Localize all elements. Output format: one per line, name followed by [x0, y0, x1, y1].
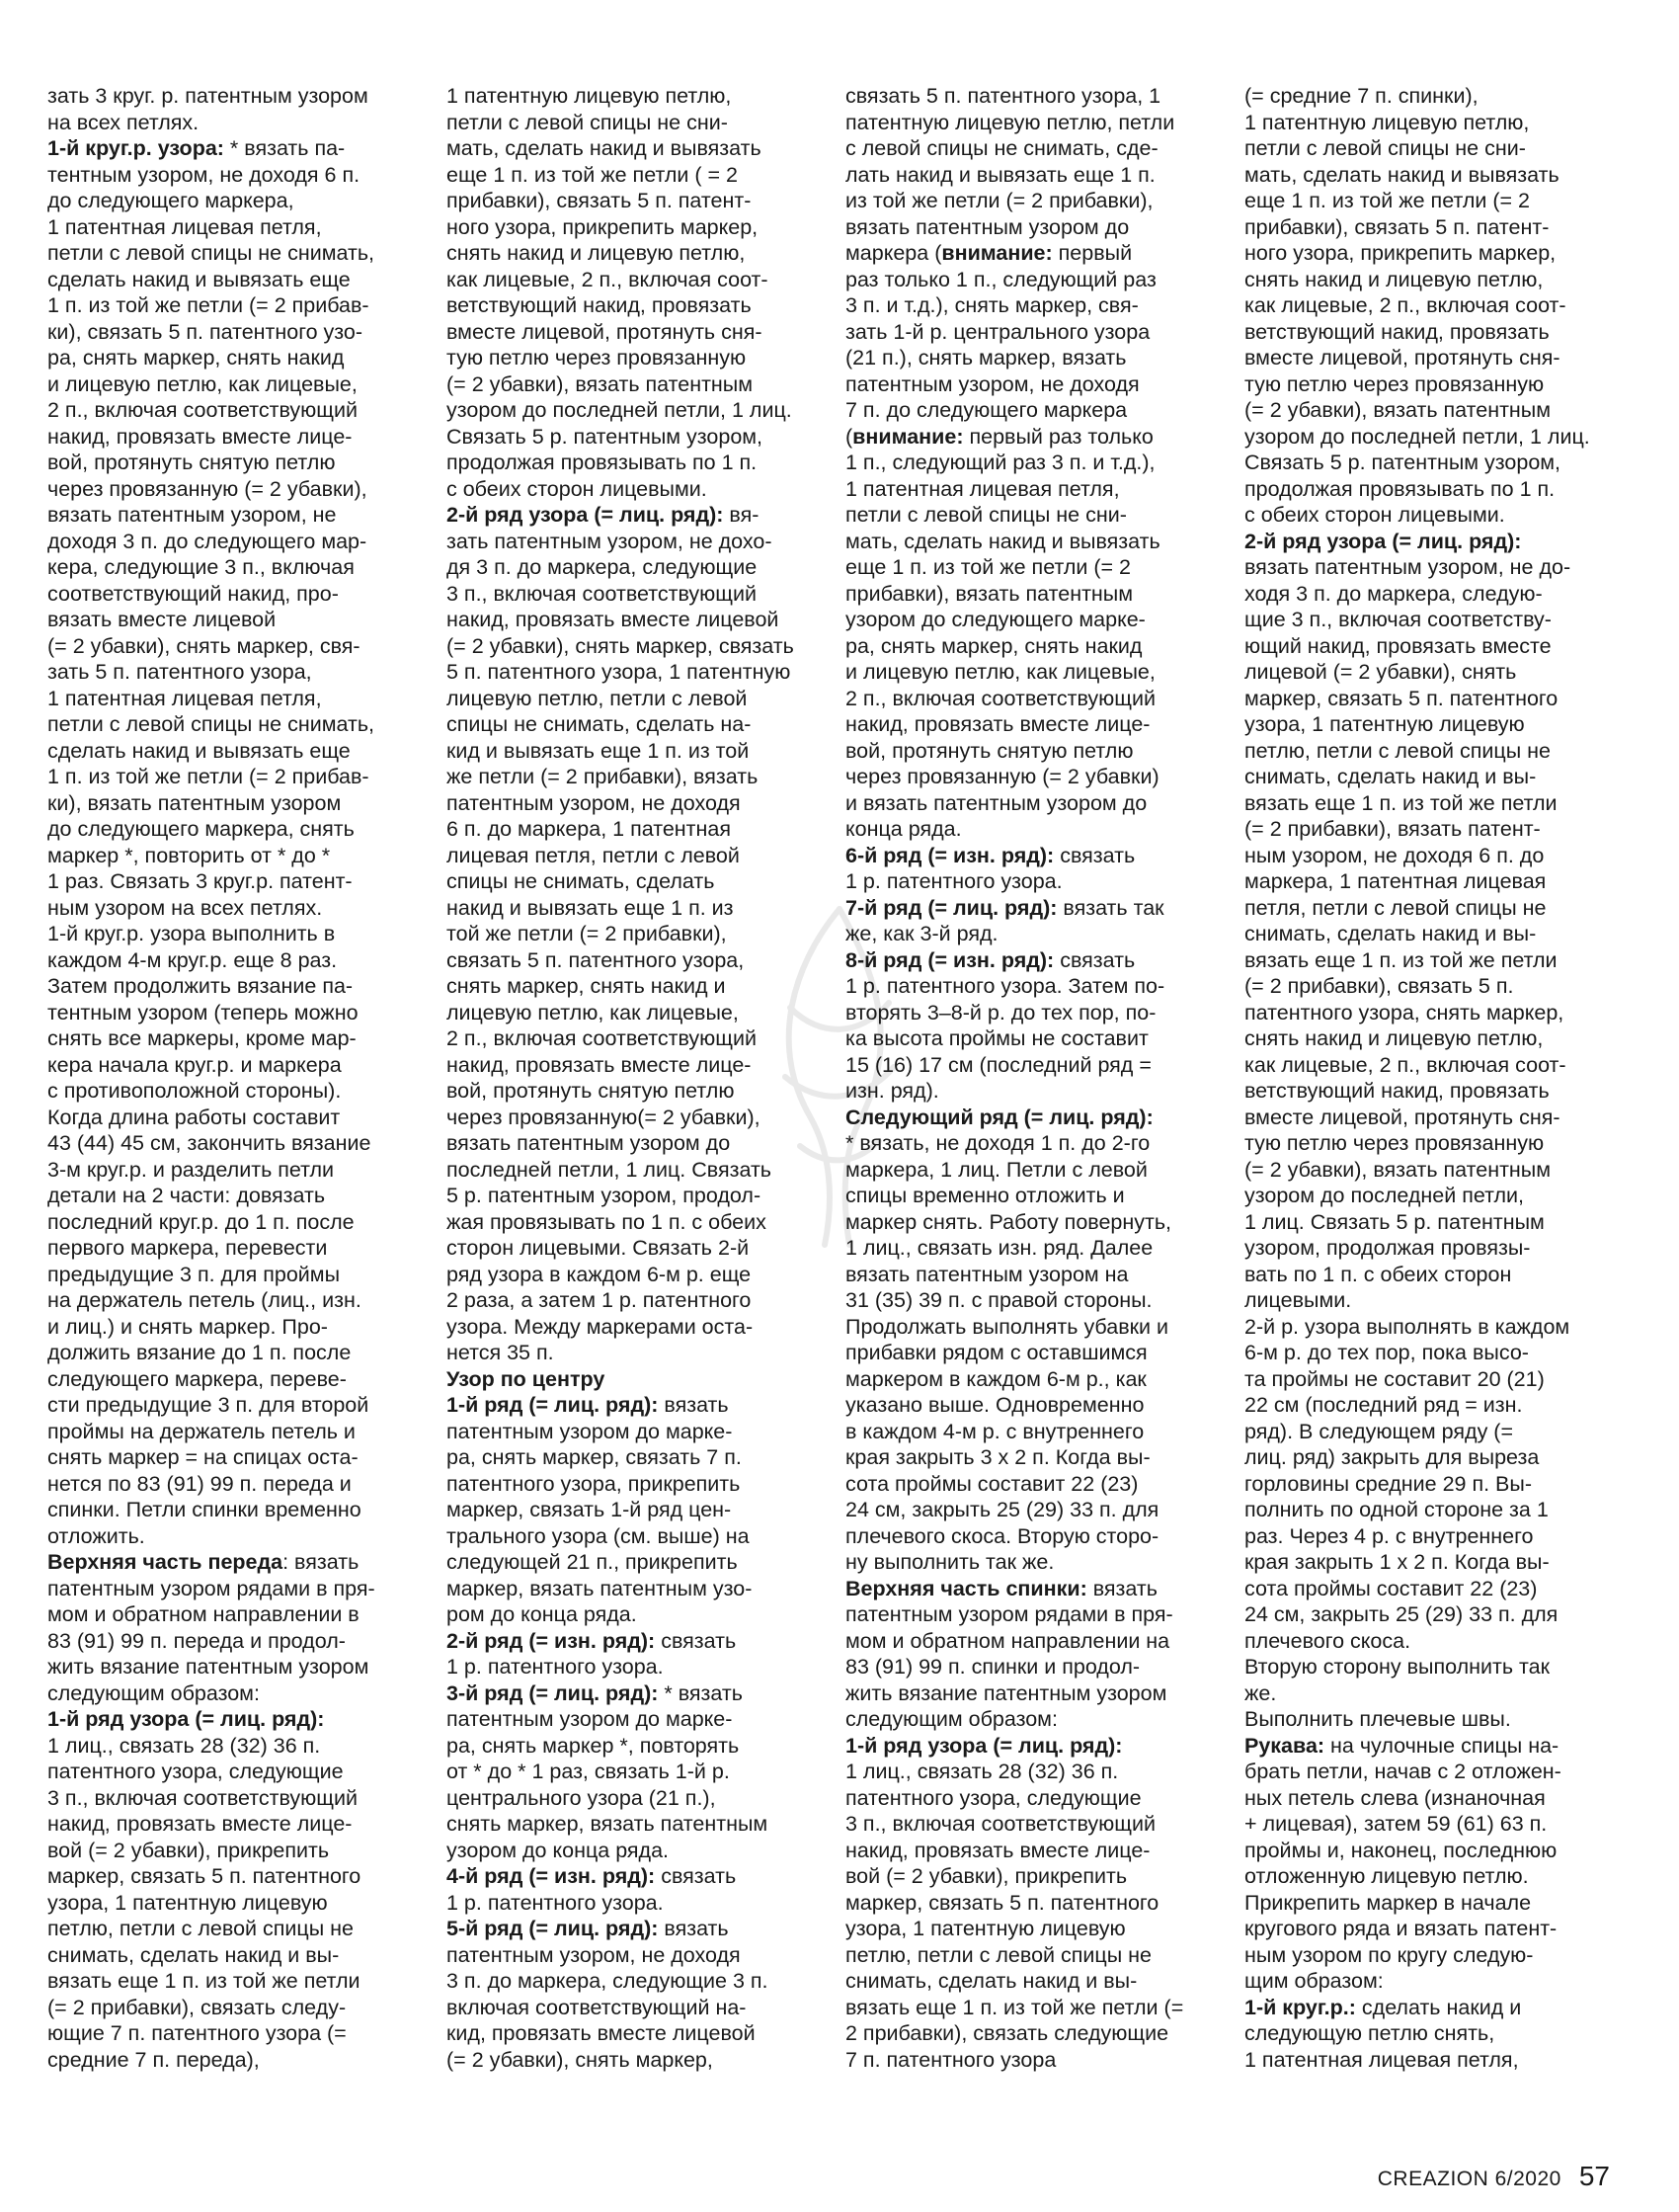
- paragraph: [47, 135, 433, 1549]
- paragraph: [446, 83, 832, 502]
- section-heading: 5-й ряд (= лиц. ряд):: [446, 1917, 659, 1940]
- section-heading: Верхняя часть спинки:: [845, 1576, 1087, 1600]
- section-heading: Следующий ряд (= лиц. ряд):: [845, 1105, 1154, 1129]
- paragraph: [446, 1392, 832, 1628]
- paragraph: [845, 843, 1231, 895]
- paragraph-text: 1 патентную лицевую петлю, петли с левой спицы не сни- мать, сделать накид и вывязать еще 1 п. из той же петли ( = 2 прибавки), связать 5 п. патент- ного узора, прикрепить маркер, снять накид и лицевую петлю, как лицевые, 2 п., включая соот- ветствующий накид, провязать вместе лицевой, протянуть сня- тую петлю через провязанную (= 2 убавки), вязать патентным узором до последней петли, 1 лиц. Связать 5 р. патентным узором, продолжая провязывать по 1 п. с обеих сторон лицевыми.: [446, 84, 792, 501]
- paragraph-text: вязать патентным узором рядами в пря- мом и обратном направлении на 83 (91) 99 п. спинки и продол- жить вязание патентным узором следующим образом:: [845, 1576, 1173, 1731]
- text-column-1: [47, 83, 433, 2073]
- paragraph-text: первый раз только 1 п., следующий раз 3 п. и т.д.), 1 патентная лицевая петля, петли с левой спицы не сни- мать, сделать накид и вывязать еще 1 п. из той же петли (= 2 прибавки), вязать патентным узором до следующего марке- ра, снять маркер, снять накид и лицевую петлю, как лицевые, 2 п., включая соответствующий накид, провязать вместе лице- вой, протянуть снятую петлю через провязанную (= 2 убавки) и вязать патентным узором до конца ряда.: [845, 424, 1160, 841]
- paragraph-text: зать 3 круг. р. патентным узором на всех петлях.: [47, 84, 368, 134]
- paragraph: [845, 1576, 1231, 1733]
- section-heading: 6-й ряд (= изн. ряд):: [845, 843, 1055, 867]
- paragraph-text: вязать так же, как 3-й ряд.: [845, 895, 1164, 945]
- section-heading: 1-й ряд узора (= лиц. ряд):: [47, 1707, 325, 1731]
- paragraph-text: связать 5 п. патентного узора, 1 патентную лицевую петлю, петли с левой спицы не снимать, сде- лать накид и вывязать еще 1 п. из той же петли (= 2 прибавки), вязать патентным узором до маркера (: [845, 84, 1175, 265]
- section-heading: 1-й круг.р.:: [1244, 1995, 1356, 2019]
- paragraph: [845, 1733, 1231, 2074]
- paragraph-text: вязать патентным узором, не до- ходя 3 п. до маркера, следую- щие 3 п., включая соответству- ющий накид, провязать вместе лицевой (= 2 убавки), снять маркер, связать 5 п. патентного узора, 1 патентную лицевую петлю, петли с левой спицы не снимать, сделать накид и вы- вязать еще 1 п. из той же петли (= 2 прибавки), вязать патент- ным узором, не доходя 6 п. до маркера, 1 патентная лицевая петля, петли с левой спицы не снимать, сделать накид и вы- вязать еще 1 п. из той же петли (= 2 прибавки), связать 5 п. патентного узора, снять маркер, снять накид и лицевую петлю, как лицевые, 2 п., включая соот- ветствующий накид, провязать вместе лицевой, протянуть сня- тую петлю через провязанную (= 2 убавки), вязать патентным узором до последней петли, 1 лиц. Связать 5 р. патентным узором, продолжая провязы- вать по 1 п. с обеих сторон лицевыми. 2-й р. узора выполнять в каждом 6-м р. до тех пор, пока высо- та проймы не составит 20 (21) 22 см (последний ряд = изн. ряд). В следующем ряду (= лиц. ряд) закрыть для выреза горловины средние 29 п. Вы- полнить по одной стороне за 1 раз. Через 4 р. с внутреннего края закрыть 1 х 2 п. Когда вы- сота проймы составит 22 (23) 24 см, закрыть 25 (29) 33 п. для плечевого скоса. Вторую сторону выполнить так же. Выполнить плечевые швы.: [1244, 555, 1571, 1731]
- section-heading: 3-й ряд (= лиц. ряд):: [446, 1680, 659, 1705]
- paragraph-text: вя- зать патентным узором, не дохо- дя 3 п. до маркера, следующие 3 п., включая соответствующий накид, провязать вместе лицевой (= 2 убавки), снять маркер, связать 5 п. патентного узора, 1 патентную лицевую петлю, петли с левой спицы не снимать, сделать на- кид и вывязать еще 1 п. из той же петли (= 2 прибавки), вязать патентным узором, не доходя 6 п. до маркера, 1 патентная лицевая петля, петли с левой спицы не снимать, сделать накид и вывязать еще 1 п. из той же петли (= 2 прибавки), связать 5 п. патентного узора, снять маркер, снять накид и лицевую петлю, как лицевые, 2 п., включая соответствующий накид, провязать вместе лице- вой, протянуть снятую петлю через провязанную(= 2 убавки), вязать патентным узором до последней петли, 1 лиц. Связать 5 р. патентным узором, продол- жая провязывать по 1 п. с обеих сторон лицевыми. Связать 2-й ряд узора в каждом 6-м р. еще 2 раза, а затем 1 р. патентного узора. Между маркерами оста- нется 35 п.: [446, 503, 794, 1364]
- section-heading: 1-й круг.р. узора:: [47, 136, 224, 160]
- paragraph: [47, 1706, 433, 2073]
- page-number: 57: [1578, 2161, 1610, 2191]
- paragraph-text: 1 лиц., связать 28 (32) 36 п. патентного узора, следующие 3 п., включая соответствующий накид, провязать вместе лице- вой (= 2 убавки), прикрепить маркер, связать 5 п. патентного узора, 1 патентную лицевую петлю, петли с левой спицы не снимать, сделать накид и вы- вязать еще 1 п. из той же петли (= 2 прибавки), связать следу- ющие 7 п. патентного узора (= средние 7 п. переда),: [47, 1733, 361, 2072]
- text-column-2: [446, 83, 832, 2073]
- section-heading: 8-й ряд (= изн. ряд):: [845, 947, 1055, 972]
- paragraph: [1244, 529, 1630, 1733]
- paragraph-text: сделать накид и следующую петлю снять, 1 патентная лицевая петля,: [1244, 1995, 1522, 2072]
- paragraph: [845, 895, 1231, 947]
- paragraph: [47, 1549, 433, 1706]
- paragraph: [845, 947, 1231, 1105]
- paragraph: [446, 1680, 832, 1864]
- section-heading: 1-й ряд (= лиц. ряд):: [446, 1393, 659, 1417]
- paragraph: [446, 1916, 832, 2073]
- section-heading: 7-й ряд (= лиц. ряд):: [845, 895, 1058, 920]
- section-heading: 2-й ряд узора (= лиц. ряд):: [446, 503, 724, 527]
- paragraph-text: вязать патентным узором до марке- ра, снять маркер, связать 7 п. патентного узора, прикрепить маркер, связать 1-й ряд цен- трального узора (см. выше) на следующей 21 п., прикрепить маркер, вязать патентным узо- ром до конца ряда.: [446, 1393, 753, 1626]
- section-heading: Рукава:: [1244, 1733, 1325, 1758]
- paragraph: [845, 83, 1231, 843]
- paragraph-text: на чулочные спицы на- брать петли, начав с 2 отложен- ных петель слева (изнаночная + лицевая), затем 59 (61) 63 п. проймы и, наконец, последнюю отложенную лицевую петлю. Прикрепить маркер в начале кругового ряда и вязать патент- ным узором по кругу следую- щим образом:: [1244, 1733, 1561, 1993]
- paragraph-text: : вязать патентным узором рядами в пря- мом и обратном направлении в 83 (91) 99 п. переда и продол- жить вязание патентным узором следующим образом:: [47, 1550, 375, 1705]
- section-heading: 2-й ряд (= изн. ряд):: [446, 1628, 656, 1653]
- section-heading: 4-й ряд (= изн. ряд):: [446, 1864, 656, 1888]
- paragraph-text: связать 1 р. патентного узора.: [446, 1864, 737, 1915]
- paragraph-text: связать 1 р. патентного узора.: [446, 1628, 737, 1679]
- paragraph: [446, 1366, 832, 1393]
- text-column-4: [1244, 83, 1630, 2073]
- page-footer: [1378, 2161, 1610, 2192]
- paragraph: [1244, 1733, 1630, 1995]
- paragraph-text: * вязать, не доходя 1 п. до 2-го маркера, 1 лиц. Петли с левой спицы временно отложить и маркер снять. Работу повернуть, 1 лиц., связать изн. ряд. Далее вязать патентным узором на 31 (35) 39 п. с правой стороны. Продолжать выполнять убавки и прибавки рядом с оставшимся маркером в каждом 6-м р., как указано выше. Одновременно в каждом 4-м р. с внутреннего края закрыть 3 х 2 п. Когда вы- сота проймы составит 22 (23) 24 см, закрыть 25 (29) 33 п. для плечевого скоса. Вторую сторо- ну выполнить так же.: [845, 1131, 1172, 1574]
- paragraph-text: 1 лиц., связать 28 (32) 36 п. патентного узора, следующие 3 п., включая соответствующий накид, провязать вместе лице- вой (= 2 убавки), прикрепить маркер, связать 5 п. патентного узора, 1 патентную лицевую петлю, петли с левой спицы не снимать, сделать накид и вы- вязать еще 1 п. из той же петли (= 2 прибавки), связать следующие 7 п. патентного узора: [845, 1760, 1184, 2072]
- section-heading: Верхняя часть переда: [47, 1550, 283, 1574]
- paragraph-text: первый раз только 1 п., следующий раз 3 п. и т.д.), снять маркер, свя- зать 1-й р. центрального узора (21 п.), снять маркер, вязать патентным узором, не доходя 7 п. до следующего маркера (: [845, 241, 1157, 449]
- paragraph: [1244, 1995, 1630, 2074]
- paragraph: [1244, 83, 1630, 529]
- section-heading: внимание:: [852, 424, 964, 449]
- paragraph-text: * вязать патентным узором до марке- ра, снять маркер *, повторять от * до * 1 раз, связать 1-й р. центрального узора (21 п.), снять маркер, вязать патентным узором до конца ряда.: [446, 1680, 768, 1862]
- section-heading: внимание:: [941, 241, 1053, 265]
- magazine-issue: CREAZION 6/2020: [1377, 2168, 1561, 2190]
- paragraph: [47, 83, 433, 135]
- text-column-3: [845, 83, 1231, 2073]
- paragraph: [446, 1628, 832, 1680]
- paragraph: [845, 1105, 1231, 1576]
- section-heading: 1-й ряд узора (= лиц. ряд):: [845, 1733, 1123, 1758]
- paragraph-text: связать 1 р. патентного узора.: [845, 843, 1136, 893]
- paragraph-text: * вязать па- тентным узором, не доходя 6 п. до следующего маркера, 1 патентная лицевая петля, петли с левой спицы не снимать, сделать накид и вывязать еще 1 п. из той же петли (= 2 прибав- ки), связать 5 п. патентного узо- ра, снять маркер, снять накид и лицевую петлю, как лицевые, 2 п., включая соответствующий накид, провязать вместе лице- вой, протянуть снятую петлю через провязанную (= 2 убавки), вязать патентным узором, не доходя 3 п. до следующего мар- кера, следующие 3 п., включая соответствующий накид, про- вязать вместе лицевой (= 2 убавки), снять маркер, свя- зать 5 п. патентного узора, 1 патентная лицевая петля, петли с левой спицы не снимать, сделать накид и вывязать еще 1 п. из той же петли (= 2 прибав- ки), вязать патентным узором до следующего маркера, снять маркер *, повторить от * до * 1 раз. Связать 3 круг.р. патент- ным узором на всех петлях. 1-й круг.р. узора выполнить в каждом 4-м круг.р. еще 8 раз. Затем продолжить вязание па- тентным узором (теперь можно снять все маркеры, кроме мар- кера начала круг.р. и маркера с противоположной стороны). Когда длина работы составит 43 (44) 45 см, закончить вязание 3-м круг.р. и разделить петли детали на 2 части: довязать последний круг.р. до 1 п. после первого маркера, перевести предыдущие 3 п. для проймы на держатель петель (лиц., изн. и лиц.) и снять маркер. Про- должить вязание до 1 п. после следующего маркера, переве- сти предыдущие 3 п. для второй проймы на держатель петель и снять маркер = на спицах оста- нется по 83 (91) 99 п. переда и спинки. Петли спинки временно отложить.: [47, 136, 375, 1548]
- paragraph: [446, 502, 832, 1366]
- paragraph-text: связать 1 р. патентного узора. Затем по- вторять 3–8-й р. до тех пор, по- ка высота проймы не составит 15 (16) 17 см (последний ряд = изн. ряд).: [845, 947, 1165, 1103]
- section-heading: Узор по центру: [446, 1366, 605, 1391]
- paragraph: [446, 1863, 832, 1916]
- paragraph-text: вязать патентным узором, не доходя 3 п. до маркера, следующие 3 п. включая соответствующий на- кид, провязать вместе лицевой (= 2 убавки), снять маркер,: [446, 1917, 768, 2072]
- paragraph-text: (= средние 7 п. спинки), 1 патентную лицевую петлю, петли с левой спицы не сни- мать, сделать накид и вывязать еще 1 п. из той же петли (= 2 прибавки), связать 5 п. патент- ного узора, прикрепить маркер, снять накид и лицевую петлю, как лицевые, 2 п., включая соот- ветствующий накид, провязать вместе лицевой, протянуть сня- тую петлю через провязанную (= 2 убавки), вязать патентным узором до последней петли, 1 лиц. Связать 5 р. патентным узором, продолжая провязывать по 1 п. с обеих сторон лицевыми.: [1244, 84, 1590, 527]
- section-heading: 2-й ряд узора (= лиц. ряд):: [1244, 529, 1522, 553]
